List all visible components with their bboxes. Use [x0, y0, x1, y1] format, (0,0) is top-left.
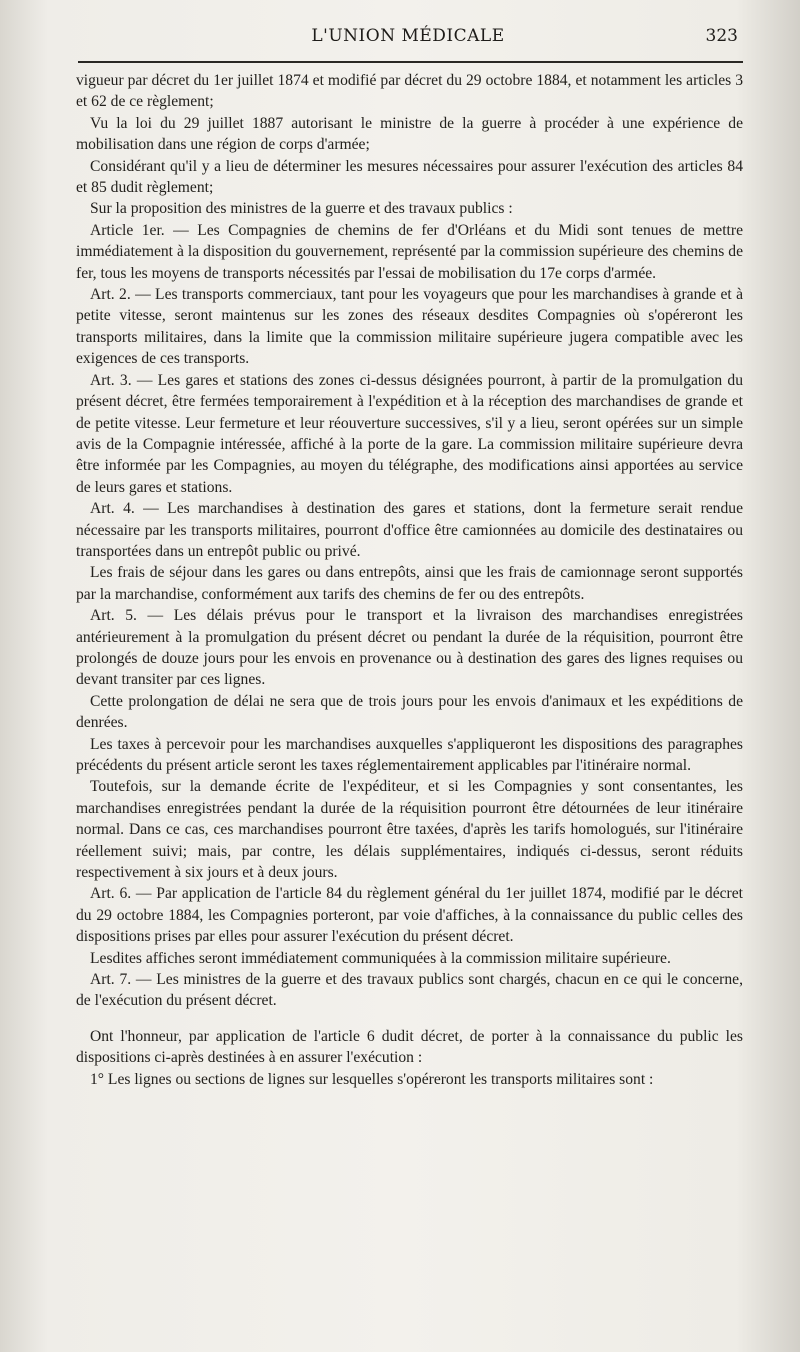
paragraph: Art. 4. — Les marchandises à destination des gares et stations, dont la fermeture serait rendue nécessaire par les transports militaires, pourront d'office être camionnées au domicile des destinataires ou transportées dans un entrepôt public ou privé. [76, 500, 743, 560]
body-text [76, 70, 743, 1090]
paragraph: Les taxes à percevoir pour les marchandises auxquelles s'appliqueront les dispositions des paragraphes précédents du présent article seront les taxes réglementairement applicables par l'itinéraire normal. [76, 735, 743, 774]
page-header [78, 22, 738, 52]
paragraph: vigueur par décret du 1er juillet 1874 et modifié par décret du 29 octobre 1884, et notamment les articles 3 et 62 de ce règlement; [76, 72, 743, 111]
paragraph: Toutefois, sur la demande écrite de l'expéditeur, et si les Compagnies y sont consentantes, les marchandises enregistrées pendant la durée de la réquisition pourront être détournées de leur itinéraire normal. Dans ce cas, ces marchandises pourront être taxées, d'après les tarifs homologués, sur l'itinéraire réellement suivi; mais, par contre, les délais supplémentaires, indiqués ci-dessus, seront réduits respectivement à six jours et à deux jours. [76, 778, 743, 882]
header-rule [78, 61, 743, 63]
paragraph: Vu la loi du 29 juillet 1887 autorisant le ministre de la guerre à procéder à une expérience de mobilisation dans une région de corps d'armée; [76, 114, 743, 154]
paragraph: Art. 7. — Les ministres de la guerre et des travaux publics sont chargés, chacun en ce qui le concerne, de l'exécution du présent décret. [76, 971, 743, 1010]
paragraph: Art. 3. — Les gares et stations des zones ci-dessus désignées pourront, à partir de la promulgation du présent décret, être fermées temporairement à l'expédition et à la réception des marchandises de grande et de petite vitesse. Leur fermeture et leur réouverture successives, s'il y a lieu, seront opérées sur un simple avis de la Compagnie intéressée, affiché à la porte de la gare. La commission militaire supérieure devra être informée par les Compagnies, au moyen du télégraphe, des modifications ainsi apportées au service de leurs gares et stations. [76, 371, 743, 496]
paragraph: Considérant qu'il y a lieu de déterminer les mesures nécessaires pour assurer l'exécution des articles 84 et 85 dudit règlement; [76, 157, 743, 197]
paragraph: Cette prolongation de délai ne sera que de trois jours pour les envois d'animaux et les expéditions de denrées. [76, 692, 743, 732]
paragraph: Art. 5. — Les délais prévus pour le transport et la livraison des marchandises enregistrées antérieurement à la promulgation du présent décret ou pendant la durée de la réquisition, pourront être prolongés de douze jours pour les envois en provenance ou à destination des gares des lignes requises ou devant transiter par ces lignes. [76, 607, 743, 689]
paragraph: Sur la proposition des ministres de la guerre et des travaux publics : [90, 200, 513, 218]
running-title: L'UNION MÉDICALE [311, 26, 505, 46]
paragraph: Article 1er. — Les Compagnies de chemins de fer d'Orléans et du Midi sont tenues de mettre immédiatement à la disposition du gouvernement, représenté par la commission supérieure des chemins de fer, tous les moyens de transports nécessités par l'essai de mobilisation du 17e corps d'armée. [76, 221, 743, 282]
section-gap [76, 1012, 743, 1026]
paragraph: Art. 6. — Par application de l'article 84 du règlement général du 1er juillet 1874, modifié par le décret du 29 octobre 1884, les Compagnies porteront, par voie d'affiches, à la connaissance du public celles des dispositions prises par elles pour assurer l'exécution du présent décret. [76, 885, 743, 946]
paragraph: Les frais de séjour dans les gares ou dans entrepôts, ainsi que les frais de camionnage seront supportés par la marchandise, conformément aux tarifs des chemins de fer ou des entrepôts. [76, 564, 743, 603]
page-number: 323 [705, 26, 738, 46]
paragraph: Art. 2. — Les transports commerciaux, tant pour les voyageurs que pour les marchandises à grande et à petite vitesse, seront maintenus sur les zones des réseaux desdites Compagnies où s'opéreront les transports militaires, dans la limite que la commission militaire supérieure jugera compatible avec les exigences de ces transports. [76, 286, 743, 368]
closing-paragraph: 1° Les lignes ou sections de lignes sur lesquelles s'opéreront les transports militaires sont : [90, 1070, 654, 1088]
paragraph: Lesdites affiches seront immédiatement communiquées à la commission militaire supérieure. [90, 949, 671, 967]
closing-paragraph: Ont l'honneur, par application de l'article 6 dudit décret, de porter à la connaissance du public les dispositions ci-après destinées à en assurer l'exécution : [76, 1027, 743, 1067]
